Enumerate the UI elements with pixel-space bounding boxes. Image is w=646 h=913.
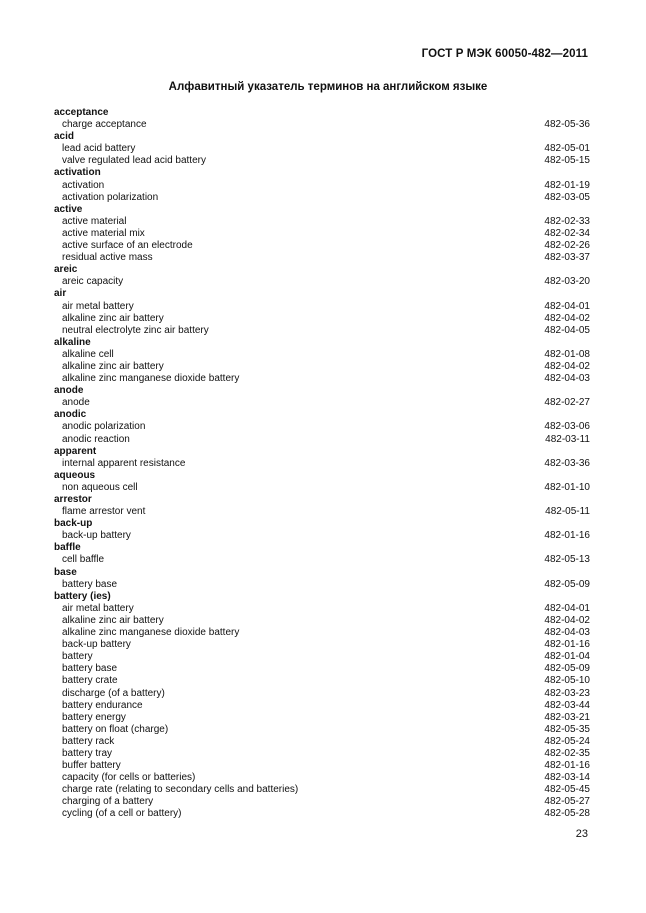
page-title: Алфавитный указатель терминов на английском языке: [168, 81, 488, 93]
entry-code: 482-05-09: [544, 578, 590, 590]
index-entry: [54, 651, 590, 663]
entry-code: 482-04-05: [544, 324, 590, 336]
index-entry: [54, 119, 590, 131]
index-entry: [54, 700, 590, 712]
index-group: [54, 385, 590, 409]
index-entry: [54, 663, 590, 675]
entry-code: 482-04-02: [544, 360, 590, 372]
entry-term: active surface of an electrode: [62, 240, 193, 252]
index-entry: [54, 361, 590, 373]
entry-code: 482-05-11: [545, 506, 590, 518]
entry-code: 482-03-14: [544, 772, 590, 784]
entry-term: alkaline zinc air battery: [62, 360, 164, 372]
index-heading: back-up: [54, 518, 93, 530]
entry-code: 482-02-27: [544, 397, 590, 409]
index-entry: [54, 192, 590, 204]
index-group: [54, 446, 590, 470]
entry-term: cycling (of a cell or battery): [62, 808, 182, 820]
entry-code: 482-02-35: [544, 747, 590, 759]
entry-code: 482-04-03: [544, 627, 590, 639]
entry-code: 482-05-01: [544, 143, 590, 155]
index-entry: [54, 143, 590, 155]
entry-code: 482-02-34: [544, 227, 590, 239]
entry-code: 482-03-20: [544, 276, 590, 288]
index-heading: areic: [54, 264, 78, 276]
entry-term: capacity (for cells or batteries): [62, 772, 196, 784]
index-entry: [54, 434, 590, 446]
entry-code: 482-01-16: [544, 760, 590, 772]
index-entry: [54, 772, 590, 784]
entry-code: 482-03-37: [544, 252, 590, 264]
entry-term: battery tray: [62, 747, 113, 759]
index-entry: [54, 736, 590, 748]
entry-term: back-up battery: [62, 639, 131, 651]
entry-term: battery: [62, 651, 93, 663]
index-group: [54, 470, 590, 494]
entry-code: 482-05-13: [544, 554, 590, 566]
page-number: 23: [575, 828, 588, 840]
index-heading: apparent: [54, 445, 97, 457]
index-entry: [54, 760, 590, 772]
entry-code: 482-03-44: [544, 699, 590, 711]
entry-code: 482-03-05: [544, 191, 590, 203]
index-heading: alkaline: [54, 336, 91, 348]
entry-code: 482-01-08: [544, 348, 590, 360]
entry-term: discharge (of a battery): [62, 687, 165, 699]
entry-term: battery on float (charge): [62, 723, 169, 735]
entry-term: valve regulated lead acid battery: [62, 155, 206, 167]
entry-term: alkaline zinc manganese dioxide battery: [62, 373, 240, 385]
entry-term: air metal battery: [62, 602, 134, 614]
index-group: [54, 567, 590, 591]
entry-term: battery base: [62, 578, 118, 590]
entry-term: battery rack: [62, 735, 115, 747]
index-heading: active: [54, 203, 83, 215]
document-header: ГОСТ Р МЭК 60050-482—2011: [421, 48, 588, 60]
entry-term: active material: [62, 215, 127, 227]
index-heading: anodic: [54, 409, 87, 421]
entry-term: active material mix: [62, 227, 145, 239]
entry-term: flame arrestor vent: [62, 506, 146, 518]
entry-code: 482-02-33: [544, 215, 590, 227]
entry-term: residual active mass: [62, 252, 153, 264]
entry-code: 482-05-24: [544, 735, 590, 747]
entry-term: activation: [62, 179, 105, 191]
entry-code: 482-05-28: [544, 808, 590, 820]
index-group: [54, 288, 590, 336]
index-entry: [54, 155, 590, 167]
index-entry: [54, 301, 590, 313]
index-entry: [54, 458, 590, 470]
entry-code: 482-04-03: [544, 373, 590, 385]
entry-code: 482-04-02: [544, 614, 590, 626]
index-entry: [54, 748, 590, 760]
index-entry: [54, 252, 590, 264]
entry-term: lead acid battery: [62, 143, 136, 155]
entry-term: alkaline zinc air battery: [62, 312, 164, 324]
entry-term: battery energy: [62, 711, 126, 723]
index-group: [54, 107, 590, 131]
entry-code: 482-01-10: [544, 481, 590, 493]
index-heading: base: [54, 566, 77, 578]
index-heading: baffle: [54, 542, 81, 554]
index-entry: [54, 228, 590, 240]
entry-code: 482-03-11: [545, 433, 590, 445]
entry-code: 482-02-26: [544, 240, 590, 252]
index-entry: [54, 397, 590, 409]
index-entry: [54, 639, 590, 651]
entry-code: 482-01-19: [544, 179, 590, 191]
entry-code: 482-03-36: [544, 457, 590, 469]
index-entry: [54, 421, 590, 433]
index-entry: [54, 808, 590, 820]
index-group: [54, 337, 590, 385]
entry-term: anodic reaction: [62, 433, 130, 445]
entry-code: 482-05-45: [544, 784, 590, 796]
entry-code: 482-04-01: [544, 602, 590, 614]
entry-code: 482-03-23: [544, 687, 590, 699]
index-group: [54, 409, 590, 445]
index-heading: battery (ies): [54, 590, 111, 602]
entry-code: 482-01-16: [544, 639, 590, 651]
entry-term: internal apparent resistance: [62, 457, 186, 469]
term-index: [54, 107, 590, 821]
index-heading: anode: [54, 385, 84, 397]
entry-code: 482-05-35: [544, 723, 590, 735]
index-heading: arrestor: [54, 494, 92, 505]
entry-term: back-up battery: [62, 530, 131, 542]
index-entry: [54, 506, 590, 518]
index-group: [54, 264, 590, 288]
index-group: [54, 204, 590, 264]
entry-code: 482-04-01: [544, 300, 590, 312]
entry-code: 482-05-36: [544, 119, 590, 131]
entry-term: charge acceptance: [62, 119, 147, 131]
entry-code: 482-05-09: [544, 663, 590, 675]
index-entry: [54, 615, 590, 627]
entry-term: areic capacity: [62, 276, 124, 288]
index-heading: acid: [54, 131, 75, 143]
entry-term: anodic polarization: [62, 421, 146, 433]
index-entry: [54, 325, 590, 337]
index-group: [54, 542, 590, 566]
index-entry: [54, 482, 590, 494]
index-group: [54, 131, 590, 167]
index-heading: activation: [54, 167, 101, 179]
entry-term: air metal battery: [62, 300, 134, 312]
index-entry: [54, 712, 590, 724]
entry-term: alkaline zinc air battery: [62, 614, 164, 626]
entry-code: 482-01-04: [544, 651, 590, 663]
index-entry: [54, 373, 590, 385]
index-entry: [54, 180, 590, 192]
index-entry: [54, 579, 590, 591]
entry-term: alkaline zinc manganese dioxide battery: [62, 627, 240, 639]
index-entry: [54, 675, 590, 687]
entry-term: battery base: [62, 663, 118, 675]
entry-code: 482-05-15: [544, 155, 590, 167]
entry-code: 482-03-06: [544, 421, 590, 433]
index-heading: acceptance: [54, 107, 109, 118]
entry-code: 482-05-10: [544, 675, 590, 687]
index-entry: [54, 530, 590, 542]
entry-code: 482-03-21: [544, 711, 590, 723]
index-entry: [54, 688, 590, 700]
index-entry: [54, 349, 590, 361]
entry-term: charge rate (relating to secondary cells and batteries): [62, 784, 299, 796]
entry-term: battery endurance: [62, 699, 143, 711]
index-entry: [54, 603, 590, 615]
index-heading: air: [54, 288, 67, 300]
entry-term: buffer battery: [62, 760, 121, 772]
entry-code: 482-04-02: [544, 312, 590, 324]
index-heading: aqueous: [54, 469, 96, 481]
entry-term: neutral electrolyte zinc air battery: [62, 324, 209, 336]
entry-code: 482-05-27: [544, 796, 590, 808]
entry-code: 482-01-16: [544, 530, 590, 542]
entry-term: battery crate: [62, 675, 118, 687]
entry-term: non aqueous cell: [62, 481, 138, 493]
index-entry: [54, 724, 590, 736]
entry-term: anode: [62, 397, 90, 409]
index-entry: [54, 216, 590, 228]
entry-term: cell baffle: [62, 554, 105, 566]
index-entry: [54, 313, 590, 325]
index-group: [54, 591, 590, 821]
index-entry: [54, 276, 590, 288]
entry-term: activation polarization: [62, 191, 159, 203]
index-group: [54, 518, 590, 542]
index-entry: [54, 627, 590, 639]
index-entry: [54, 784, 590, 796]
index-entry: [54, 554, 590, 566]
index-entry: [54, 796, 590, 808]
index-group: [54, 494, 590, 518]
entry-term: charging of a battery: [62, 796, 154, 808]
entry-term: alkaline cell: [62, 348, 114, 360]
index-group: [54, 167, 590, 203]
index-entry: [54, 240, 590, 252]
